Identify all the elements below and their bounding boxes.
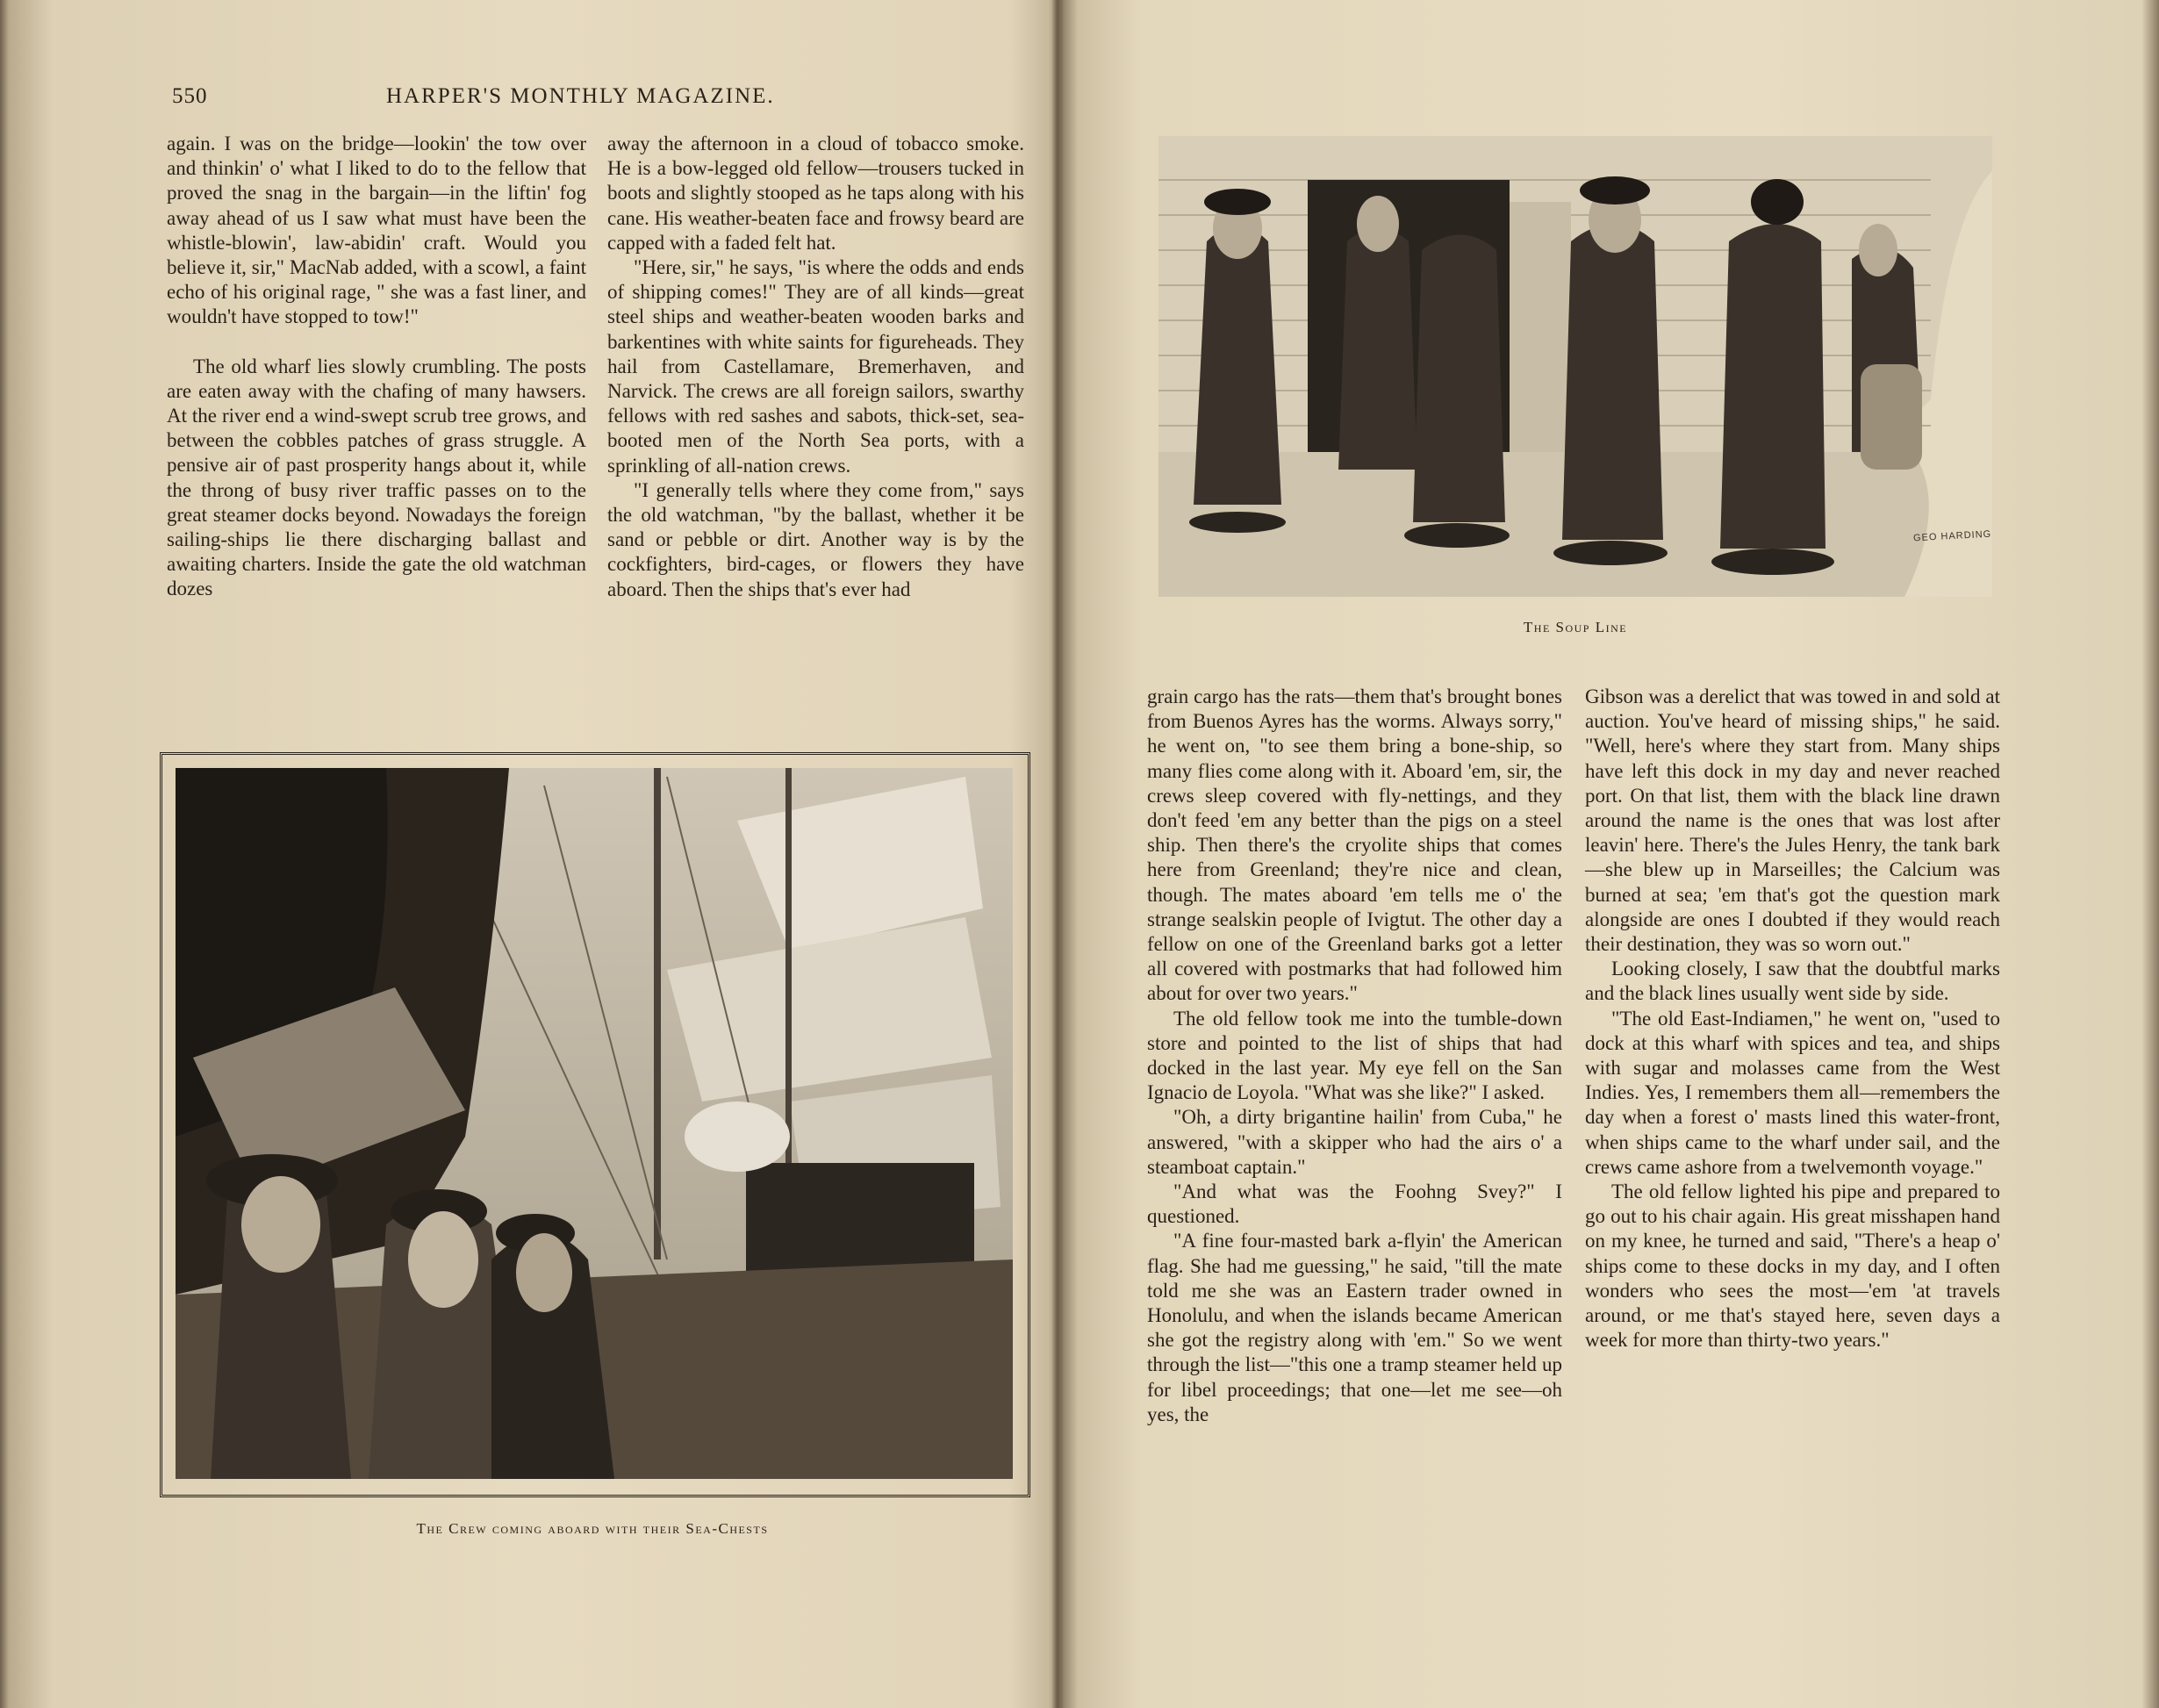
right-column-1	[1147, 685, 1562, 1427]
running-head: HARPER'S MONTHLY MAGAZINE.	[386, 84, 775, 108]
soup-line-caption: The Soup Line	[1523, 619, 1628, 635]
paragraph: "The old East-Indiamen," he went on, "used to dock at this wharf with spices and tea, and ships with sugar and molasses came from the West Indies. Yes, I remembers them all—remembers the day when a forest o' masts lined this water-front, when ships came to the wharf under sail, and the crews came ashore from a twelvemonth voyage."	[1585, 1007, 2000, 1178]
paragraph: "Here, sir," he says, "is where the odds and ends of shipping comes!" They are of all kinds—great steel ships and weather-beaten wooden barks and barkentines with white saints for figureheads. They hail from Castellamare, Bremerhaven, and Narvick. The crews are all foreign sailors, swarthy fellows with red sashes and sabots, thick-set, sea-booted men of the North Sea ports, with a sprinkling of all-nation crews.	[607, 256, 1024, 477]
soup-line-illustration	[1158, 136, 1992, 597]
paragraph: The old fellow took me into the tumble-down store and pointed to the list of ships that had docked in the last year. My eye fell on the San Ignacio de Loyola. "What was she like?" I asked.	[1147, 1007, 1562, 1104]
crew-illustration	[176, 768, 1013, 1479]
paragraph: away the afternoon in a cloud of tobacco smoke. He is a bow-legged old fellow—trousers tucked in boots and slightly stooped as he taps along with his cane. His weather-beaten face and frowsy beard are capped with a faded felt hat.	[607, 133, 1024, 254]
paragraph: Looking closely, I saw that the doubtful marks and the black lines usually went side by side.	[1585, 958, 2000, 1005]
page-number: 550	[172, 84, 208, 108]
left-column-1	[167, 132, 586, 602]
paragraph: The old fellow lighted his pipe and prepared to go out to his chair again. His great misshapen hand on my knee, he turned and said, "There's a heap o' ships come to these docks in my day, and I often wonders who sees the most—'em 'at travels around, or me that's stayed here, seven days a week for more than thirty-two years."	[1585, 1181, 2000, 1352]
artist-signature: GEO HARDING	[1912, 528, 1992, 544]
paragraph: "I generally tells where they come from," says the old watchman, "by the ballast, whether it be sand or pebble or dirt. Another way is by the cockfighters, bird-cages, or flowers they have aboard. Then the ships that's ever had	[607, 478, 1024, 600]
paragraph: again. I was on the bridge—lookin' the tow over and thinkin' o' what I liked to do to the fellow that proved the snag in the bargain—in the liftin' fog away ahead of us I saw what must have been the whistle-blowin', law-abidin' craft. Would you believe it, sir," MacNab added, with a scowl, a faint echo of his original rage, " she was a fast liner, and wouldn't have stopped to tow!"	[167, 133, 586, 328]
left-column-2	[607, 132, 1024, 602]
paragraph: "Oh, a dirty brigantine hailin' from Cuba," he answered, "with a skipper who had the airs o' a steamboat captain."	[1147, 1106, 1562, 1178]
paragraph: "A fine four-masted bark a-flyin' the American flag. She had me guessing," he said, "till the mate told me she was an Eastern trader owned in Honolulu, and when the islands became American she got the registry along with 'em." So we went through the list—"this one a tramp steamer held up for libel proceedings; that one—let me see—oh yes, the	[1147, 1230, 1562, 1425]
paragraph: Gibson was a derelict that was towed in and sold at auction. You've heard of missing ships," he said. "Well, here's where they start from. Many ships have left this dock in my day and never reached port. On that list, them with the black line drawn around the name is the ones that was lost after leavin' here. There's the Jules Henry, the tank bark—she blew up in Marseilles; the Calcium was burned at sea; 'em that's got the question mark alongside are ones I doubted if they would reach their destination, they was so worn out."	[1585, 685, 2000, 956]
book-gutter	[1051, 0, 1064, 1708]
paragraph: grain cargo has the rats—them that's brought bones from Buenos Ayres has the worms. Always sorry," he went on, "to see them bring a bone-ship, so many flies come along with it. Aboard 'em, sir, the crews sleep covered with fly-nettings, and they don't feed 'em any better than the pigs on a steel ship. Then there's the cryolite ships that comes here from Greenland; they're nice and clean, though. The mates aboard 'em tells me o' the strange sealskin people of Ivigtut. The other day a fellow on one of the Greenland barks got a letter all covered with postmarks that had followed him about for over two years."	[1147, 685, 1562, 1005]
paragraph: "And what was the Foohng Svey?" I questioned.	[1147, 1181, 1562, 1228]
paragraph: The old wharf lies slowly crumbling. The posts are eaten away with the chafing of many hawsers. At the river end a wind-swept scrub tree grows, and between the cobbles patches of grass struggle. A pensive air of past prosperity hangs about it, while the throng of busy river traffic passes on to the great steamer docks beyond. Nowadays the foreign sailing-ships lie there discharging ballast and awaiting charters. Inside the gate the old watchman dozes	[167, 355, 586, 600]
crew-illustration-caption: The Crew coming aboard with their Sea-Chests	[416, 1520, 769, 1537]
right-column-2	[1585, 685, 2000, 1353]
